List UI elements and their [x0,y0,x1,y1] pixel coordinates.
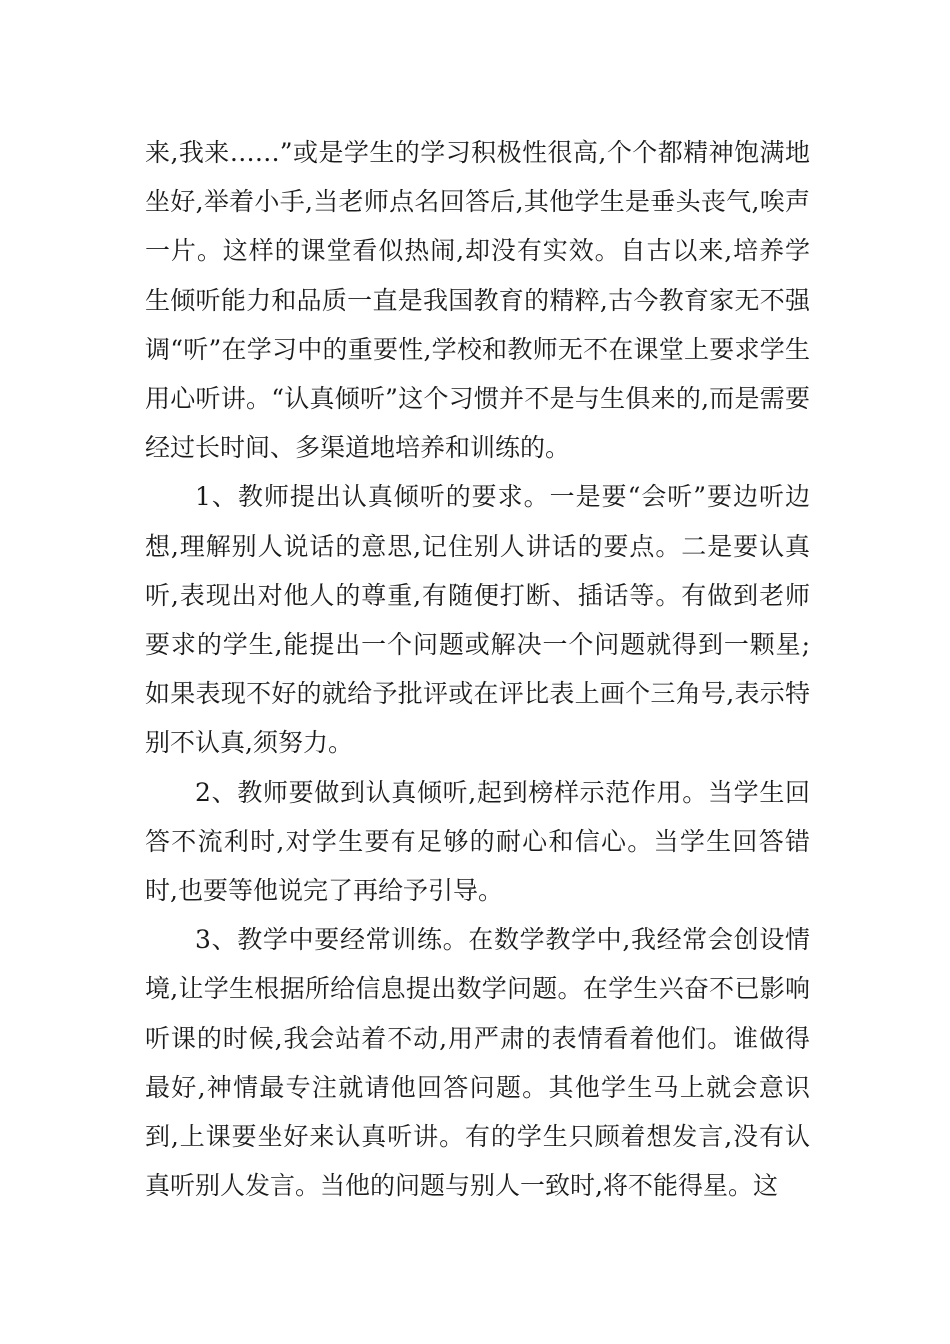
paragraph-continuation: 来,我来……”或是学生的学习积极性很高,个个都精神饱满地坐好,举着小手,当老师点名回答后,其他学生是垂头丧气,唉声一片。这样的课堂看似热闹,却没有实效。自古以来,培养学生倾听能力和品质一直是我国教育的精粹,古今教育家无不强调“听”在学习中的重要性,学校和教师无不在课堂上要求学生用心听讲。“认真倾听”这个习惯并不是与生俱来的,而是需要经过长时间、多渠道地培养和训练的。 [145,138,810,463]
paragraph-point-1: 1、教师提出认真倾听的要求。一是要“会听”要边听边想,理解别人说话的意思,记住别人讲话的要点。二是要认真听,表现出对他人的尊重,有随便打断、插话等。有做到老师要求的学生,能提出一个问题或解决一个问题就得到一颗星;如果表现不好的就给予批评或在评比表上画个三角号,表示特别不认真,须努力。 [145,482,810,758]
paragraph-point-3: 3、教学中要经常训练。在数学教学中,我经常会创设情境,让学生根据所给信息提出数学问题。在学生兴奋不已影响听课的时候,我会站着不动,用严肃的表情看着他们。谁做得最好,神情最专注就请他回答问题。其他学生马上就会意识到,上课要坐好来认真听讲。有的学生只顾着想发言,没有认真听别人发言。当他的问题与别人一致时,将不能得星。这 [145,925,810,1201]
paragraph-point-2: 2、教师要做到认真倾听,起到榜样示范作用。当学生回答不流利时,对学生要有足够的耐心和信心。当学生回答错时,也要等他说完了再给予引导。 [145,777,810,906]
document-body [145,128,810,1210]
